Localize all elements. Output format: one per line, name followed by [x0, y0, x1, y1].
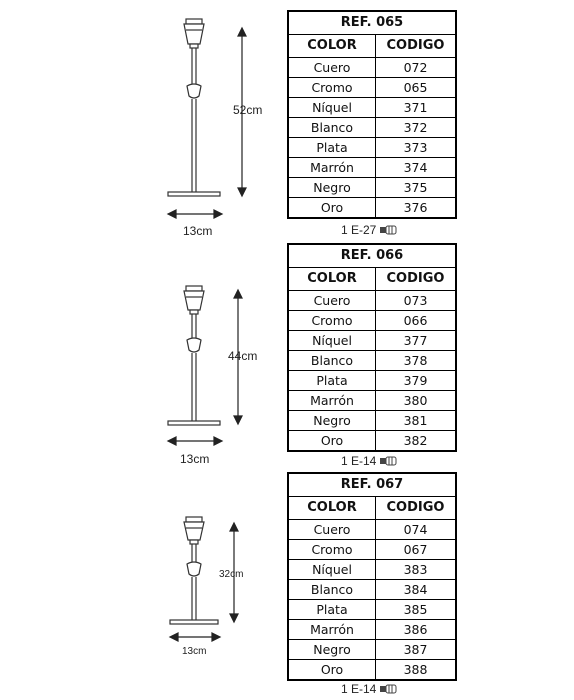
table-row	[288, 620, 456, 640]
code-cell: 072	[376, 58, 457, 78]
code-cell: 066	[376, 311, 457, 331]
color-cell: Níquel	[288, 560, 376, 580]
color-cell: Cuero	[288, 291, 376, 311]
color-cell: Oro	[288, 431, 376, 452]
table-row	[288, 580, 456, 600]
column-header-color: COLOR	[288, 35, 376, 58]
color-cell: Plata	[288, 371, 376, 391]
color-cell: Blanco	[288, 580, 376, 600]
color-cell: Oro	[288, 660, 376, 681]
code-cell: 383	[376, 560, 457, 580]
code-cell: 074	[376, 520, 457, 540]
column-header-color: COLOR	[288, 497, 376, 520]
table-row	[288, 540, 456, 560]
color-cell: Cromo	[288, 540, 376, 560]
socket-label: 1 E-14	[341, 682, 377, 696]
color-cell: Plata	[288, 600, 376, 620]
ref-title: REF. 065	[288, 11, 456, 35]
code-cell: 067	[376, 540, 457, 560]
color-cell: Cuero	[288, 58, 376, 78]
color-cell: Cromo	[288, 78, 376, 98]
width-label: 13cm	[183, 224, 213, 238]
table-row	[288, 660, 456, 681]
height-label: 52cm	[233, 103, 263, 117]
code-cell: 380	[376, 391, 457, 411]
code-cell: 386	[376, 620, 457, 640]
bulb-socket-icon	[379, 684, 399, 694]
color-cell: Marrón	[288, 620, 376, 640]
color-cell: Negro	[288, 640, 376, 660]
color-cell: Blanco	[288, 118, 376, 138]
code-cell: 372	[376, 118, 457, 138]
column-header-codigo: CODIGO	[376, 35, 457, 58]
color-cell: Blanco	[288, 351, 376, 371]
color-cell: Níquel	[288, 331, 376, 351]
color-cell: Cuero	[288, 520, 376, 540]
column-header-codigo: CODIGO	[376, 497, 457, 520]
code-cell: 376	[376, 198, 457, 219]
color-cell: Marrón	[288, 391, 376, 411]
code-cell: 387	[376, 640, 457, 660]
color-cell: Marrón	[288, 158, 376, 178]
table-row	[288, 640, 456, 660]
code-cell: 381	[376, 411, 457, 431]
column-header-color: COLOR	[288, 268, 376, 291]
code-cell: 065	[376, 78, 457, 98]
table-row	[288, 520, 456, 540]
width-label: 13cm	[180, 452, 210, 466]
code-cell: 374	[376, 158, 457, 178]
color-cell: Plata	[288, 138, 376, 158]
height-label: 32cm	[219, 569, 244, 580]
code-cell: 388	[376, 660, 457, 681]
width-label: 13cm	[182, 646, 207, 657]
code-cell: 375	[376, 178, 457, 198]
color-cell: Negro	[288, 178, 376, 198]
lamp-base-diagram	[0, 0, 280, 700]
code-cell: 385	[376, 600, 457, 620]
socket-label: 1 E-27	[341, 223, 377, 237]
socket-info	[341, 682, 399, 696]
code-cell: 382	[376, 431, 457, 452]
socket-label: 1 E-14	[341, 454, 377, 468]
height-label: 44cm	[228, 349, 258, 363]
ref-title: REF. 067	[288, 473, 456, 497]
column-header-codigo: CODIGO	[376, 268, 457, 291]
spec-table-067	[287, 472, 457, 681]
code-cell: 371	[376, 98, 457, 118]
code-cell: 073	[376, 291, 457, 311]
code-cell: 384	[376, 580, 457, 600]
code-cell: 378	[376, 351, 457, 371]
code-cell: 377	[376, 331, 457, 351]
color-cell: Níquel	[288, 98, 376, 118]
code-cell: 379	[376, 371, 457, 391]
code-cell: 373	[376, 138, 457, 158]
table-row	[288, 560, 456, 580]
color-cell: Negro	[288, 411, 376, 431]
ref-title: REF. 066	[288, 244, 456, 268]
table-row	[288, 600, 456, 620]
color-cell: Oro	[288, 198, 376, 219]
color-cell: Cromo	[288, 311, 376, 331]
